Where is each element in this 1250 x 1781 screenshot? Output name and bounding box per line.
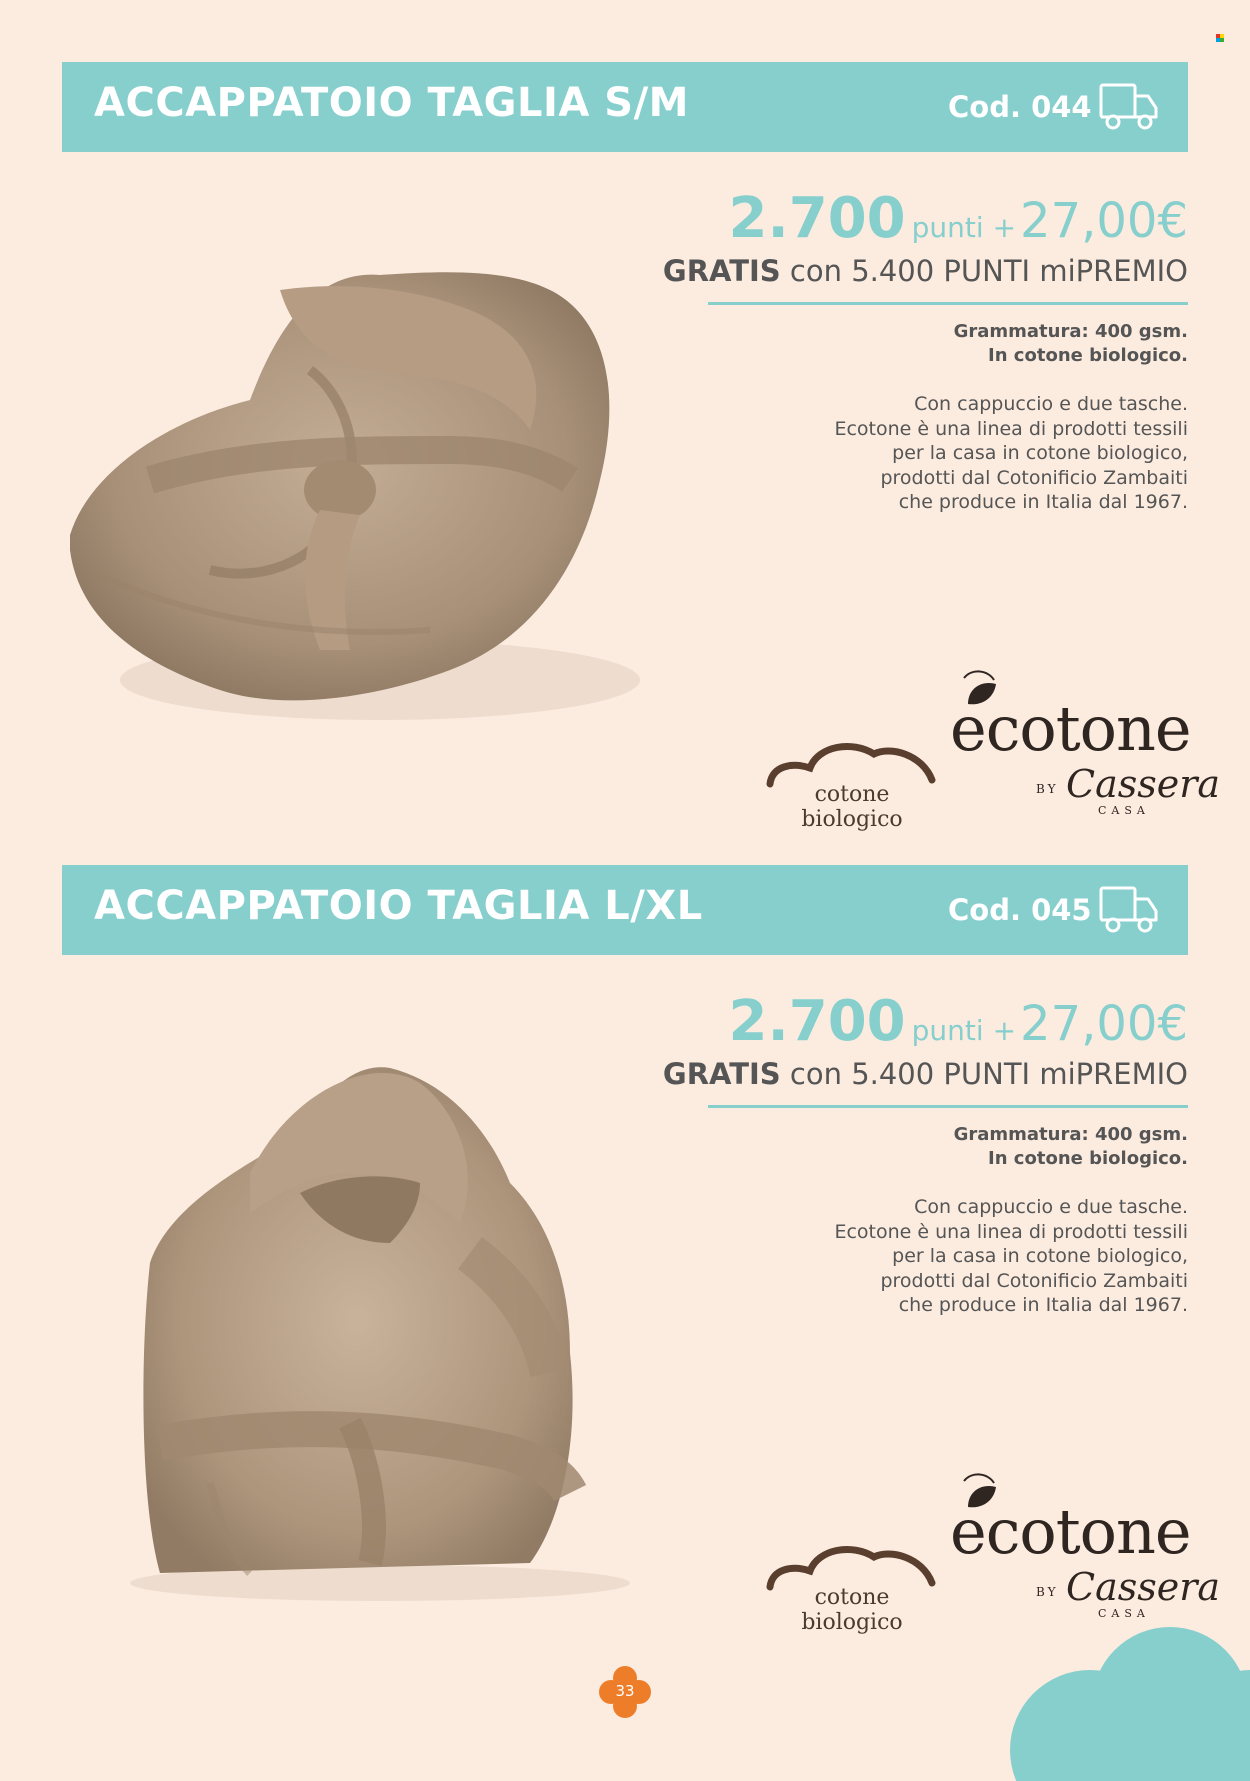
price-points: 2.700 [728,186,906,251]
gratis-label: GRATIS [662,254,781,288]
cassera-wordmark: Cassera [1066,762,1221,806]
description-line: per la casa in cotone biologico, [892,442,1188,464]
product-description [834,392,1188,515]
spec-material: In cotone biologico. [988,1148,1188,1169]
price-euro: 27,00€ [1020,193,1188,249]
description-line: che produce in Italia dal 1967. [898,1294,1188,1316]
product-banner [62,62,1188,152]
gratis-label: GRATIS [662,1057,781,1091]
product-code: Cod. 045 [948,893,1092,927]
organic-cotton-text: cotone biologico [801,782,903,832]
description-line: Ecotone è una linea di prodotti tessili [834,1220,1188,1243]
organic-cotton-text: cotone biologico [801,1585,903,1635]
product-title: ACCAPPATOIO TAGLIA S/M [94,80,689,126]
product-section-2 [0,803,1250,1635]
description-line: Ecotone è una linea di prodotti tessili [834,417,1188,440]
truck-icon [1098,885,1160,935]
organic-cotton-logo [762,1541,942,1635]
description-line: Con cappuccio e due tasche. [914,393,1188,415]
gratis-offer [663,1057,1188,1091]
price-points: 2.700 [728,989,906,1054]
product-specs [954,320,1188,368]
description-line: che produce in Italia dal 1967. [898,491,1188,513]
bathrobe-hooded-photo [50,1023,690,1603]
price-line [729,186,1188,251]
cloud-outline-icon [762,1541,942,1591]
brand-by: BY [1036,782,1059,796]
cloud-outline-icon [762,738,942,788]
decorative-cloud [1000,1620,1250,1781]
gratis-points-text: con 5.400 PUNTI miPREMIO [780,254,1188,288]
description-line: per la casa in cotone biologico, [892,1245,1188,1267]
description-line: Con cappuccio e due tasche. [914,1196,1188,1218]
product-section-1 [0,0,1250,832]
product-title: ACCAPPATOIO TAGLIA L/XL [94,883,703,929]
divider [708,302,1188,305]
casa-wordmark: CASA [1098,804,1150,817]
product-specs [954,1123,1188,1171]
gratis-offer [663,254,1188,288]
casa-wordmark: CASA [1098,1607,1150,1620]
page-number-badge [599,1666,651,1718]
divider [708,1105,1188,1108]
ecotone-brand-logo [950,670,1221,820]
spec-weight: Grammatura: 400 gsm. [953,321,1188,342]
description-line: prodotti dal Cotonificio Zambaiti [880,466,1188,489]
truck-icon [1098,82,1160,132]
price-punti-label: punti + [911,1014,1017,1047]
product-banner [62,865,1188,955]
ecotone-wordmark: ecotone [950,1495,1191,1568]
ecotone-wordmark: ecotone [950,692,1191,765]
ecotone-brand-logo [950,1473,1221,1623]
price-line [729,989,1188,1054]
description-line: prodotti dal Cotonificio Zambaiti [880,1269,1188,1292]
product-description [834,1195,1188,1318]
page-number: 33 [615,1682,635,1700]
bathrobe-folded-photo [50,250,690,750]
spec-weight: Grammatura: 400 gsm. [953,1124,1188,1145]
gratis-points-text: con 5.400 PUNTI miPREMIO [780,1057,1188,1091]
price-punti-label: punti + [911,211,1017,244]
brand-by: BY [1036,1585,1059,1599]
product-code: Cod. 044 [948,90,1092,124]
spec-material: In cotone biologico. [988,345,1188,366]
price-euro: 27,00€ [1020,996,1188,1052]
cassera-wordmark: Cassera [1066,1565,1221,1609]
